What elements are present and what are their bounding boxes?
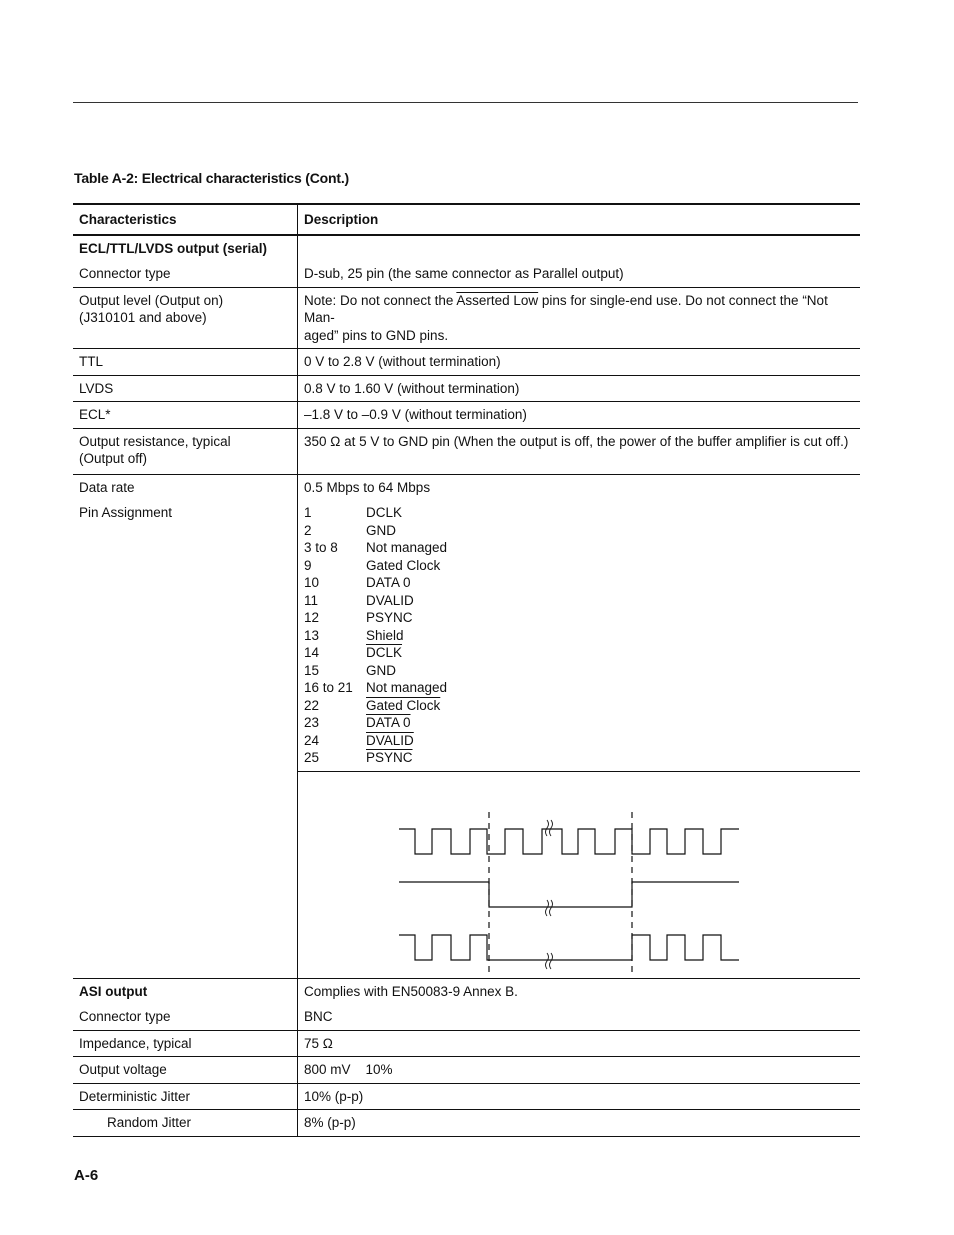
value-output-voltage: 800 mV 10%	[298, 1057, 861, 1084]
pin-row	[304, 557, 854, 575]
top-rule	[73, 102, 858, 103]
label-asi-connector-type: Connector type	[73, 1004, 298, 1030]
pin-signal: GND	[366, 662, 396, 678]
value-asi-output: Complies with EN50083-9 Annex B.	[298, 978, 861, 1004]
pin-number: 23	[304, 715, 320, 730]
break-mark	[546, 820, 553, 969]
pin-row	[304, 539, 854, 557]
table-row	[73, 235, 860, 262]
pin-signal: Gated Clock	[366, 697, 441, 713]
table-row	[73, 375, 860, 402]
value-asi-connector-type: BNC	[298, 1004, 861, 1030]
label-output-voltage: Output voltage	[73, 1057, 298, 1084]
label-ecl: ECL*	[73, 402, 298, 429]
table-row	[73, 428, 860, 474]
pin-row	[304, 714, 854, 732]
table-row	[73, 1030, 860, 1057]
pin-list	[298, 500, 861, 771]
pin-number: 25	[304, 750, 320, 765]
page-number: A-6	[74, 1167, 99, 1184]
pin-number: 9	[304, 557, 312, 573]
value-lvds: 0.8 V to 1.60 V (without termination)	[298, 375, 861, 402]
value-connector-type: D-sub, 25 pin (the same connector as Parallel output)	[298, 261, 861, 287]
pin-row	[304, 679, 854, 697]
pin-row	[304, 662, 854, 680]
value-ecl: –1.8 V to –0.9 V (without termination)	[298, 402, 861, 429]
pin-signal: DCLK	[366, 645, 403, 660]
pin-signal: PSYNC	[366, 750, 413, 765]
pin-row	[304, 732, 854, 750]
pin-signal: Shield	[366, 627, 404, 643]
pin-row	[304, 749, 854, 767]
label-pin-assignment: Pin Assignment	[79, 505, 173, 520]
label-impedance: Impedance, typical	[73, 1030, 298, 1057]
pin-signal: DVALID	[366, 592, 414, 608]
pin-number: 2	[304, 522, 312, 538]
gate-waveform	[399, 882, 739, 907]
label-lvds: LVDS	[73, 375, 298, 402]
table-row	[73, 978, 860, 1004]
pin-signal: Not managed	[366, 680, 448, 695]
label-output-level: Output level (Output on) (J310101 and above)	[73, 287, 298, 349]
pin-number: 16 to 21	[304, 680, 353, 695]
pin-number: 1	[304, 505, 312, 520]
pin-row	[304, 504, 854, 522]
value-ttl: 0 V to 2.8 V (without termination)	[298, 349, 861, 376]
value-random-jitter: 8% (p-p)	[298, 1110, 861, 1137]
pin-row	[304, 522, 854, 540]
gated-clock-waveform	[399, 935, 739, 960]
pin-number: 11	[304, 592, 319, 608]
pin-number: 14	[304, 645, 320, 660]
table-row	[73, 1083, 860, 1110]
table-row	[73, 261, 860, 287]
pin-number: 10	[304, 575, 320, 590]
pin-row	[304, 697, 854, 715]
table-row	[73, 287, 860, 349]
label-output-resistance: Output resistance, typical (Output off)	[73, 428, 298, 474]
pin-signal: GND	[366, 522, 396, 538]
section-ecl-ttl-lvds: ECL/TTL/LVDS output (serial)	[79, 240, 267, 256]
pin-signal: Gated Clock	[366, 557, 441, 573]
pin-number: 24	[304, 732, 320, 748]
pin-signal: DATA 0	[366, 715, 411, 730]
pin-signal: Not managed	[366, 540, 448, 555]
section-asi-output: ASI output	[73, 978, 298, 1004]
pin-signal: DVALID	[366, 732, 414, 748]
value-impedance: 75 Ω	[298, 1030, 861, 1057]
label-random-jitter: Random Jitter	[73, 1110, 298, 1137]
pin-row	[304, 592, 854, 610]
pin-row	[304, 627, 854, 645]
value-output-resistance: 350 Ω at 5 V to GND pin (When the output is off, the power of the buffer amplifier is cut off.)	[298, 428, 861, 474]
header-characteristics: Characteristics	[73, 204, 298, 235]
table-row	[73, 1110, 860, 1137]
label-connector-type: Connector type	[73, 261, 298, 287]
table-row	[73, 402, 860, 429]
pin-number: 22	[304, 697, 320, 713]
pin-number: 13	[304, 627, 320, 643]
timing-diagram-svg	[298, 772, 860, 978]
value-data-rate: 0.5 Mbps to 64 Mbps	[298, 474, 861, 500]
value-output-level-note: Note: Do not connect the Asserted Low pins for single-end use. Do not connect the “Not Man- aged” pins to GND pins.	[298, 287, 861, 349]
pin-number: 3 to 8	[304, 540, 338, 555]
table-row	[73, 771, 860, 978]
table-row	[73, 349, 860, 376]
value-deterministic-jitter: 10% (p-p)	[298, 1083, 861, 1110]
electrical-characteristics-table	[73, 203, 860, 1137]
table-row	[73, 1004, 860, 1030]
table-row	[73, 474, 860, 500]
label-ttl: TTL	[73, 349, 298, 376]
pin-number: 15	[304, 662, 320, 678]
header-description: Description	[298, 204, 861, 235]
label-deterministic-jitter: Deterministic Jitter	[73, 1083, 298, 1110]
table-row	[73, 1057, 860, 1084]
clock-waveform	[399, 829, 739, 854]
table-caption: Table A-2: Electrical characteristics (Cont.)	[74, 170, 349, 186]
pin-row	[304, 609, 854, 627]
pin-row	[304, 644, 854, 662]
pin-number: 12	[304, 610, 320, 625]
pin-row	[304, 574, 854, 592]
table-header-row	[73, 204, 860, 235]
pin-signal: DATA 0	[366, 575, 411, 590]
label-data-rate: Data rate	[79, 479, 135, 495]
timing-diagram	[298, 771, 861, 978]
table-row	[73, 500, 860, 771]
pin-signal: DCLK	[366, 505, 403, 520]
pin-signal: PSYNC	[366, 610, 413, 625]
